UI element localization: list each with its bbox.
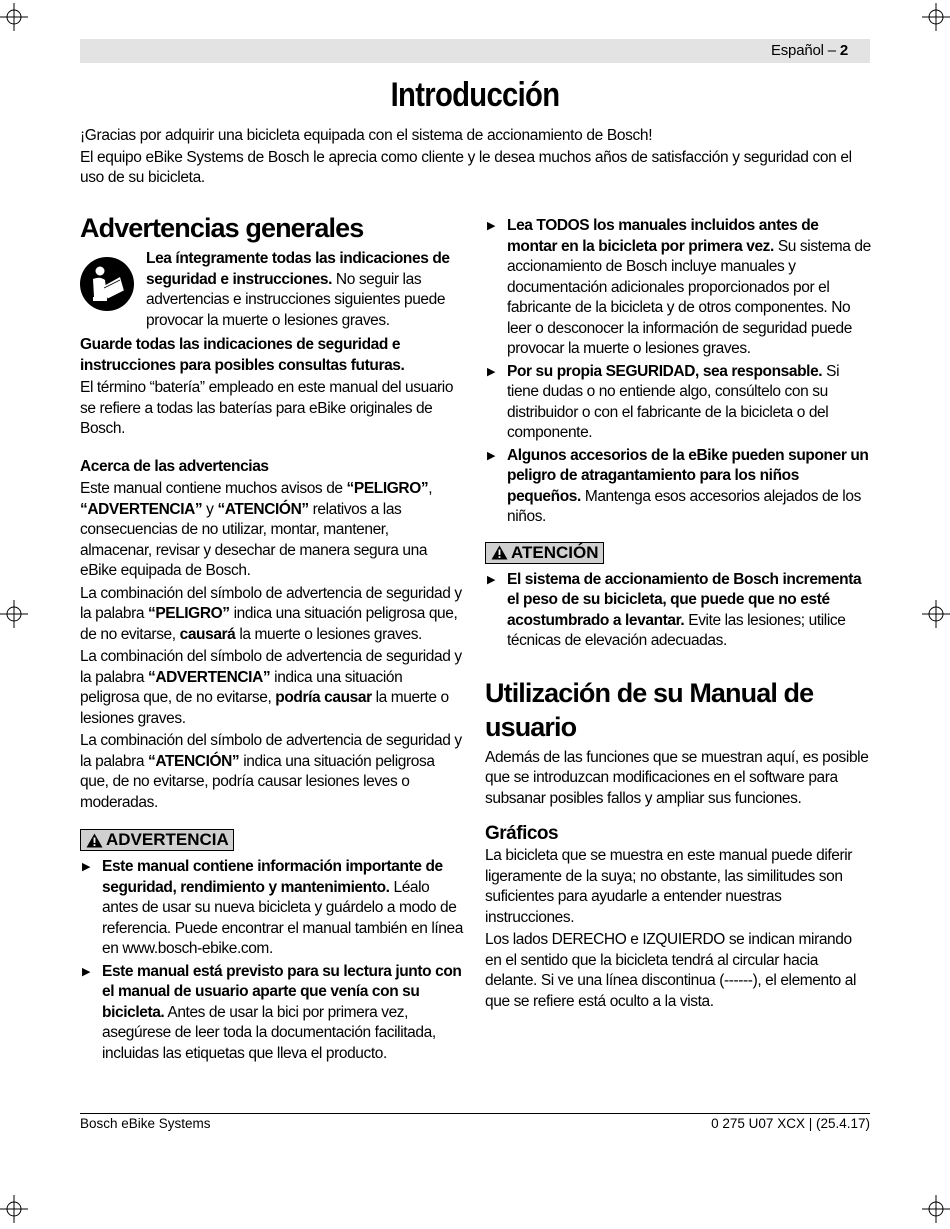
list-item [485, 362, 871, 444]
list-item [485, 446, 871, 528]
text-span: Este manual contiene muchos avisos de [80, 480, 347, 497]
warning-triangle-icon [86, 833, 103, 848]
list-item [80, 857, 464, 960]
list-item [485, 216, 871, 360]
bullet-bold-text: Por su propia SEGURIDAD, sea responsable. [507, 362, 823, 380]
intro-section [80, 126, 870, 190]
caution-label-text: ATENCIÓN [511, 542, 599, 562]
bullet-triangle-icon: ▶ [82, 861, 91, 873]
atencion-term: “ATENCIÓN” [217, 500, 309, 518]
bullet-text: Léalo antes de usar su nueva bicicleta y guárdelo a modo de referencia. Puede encontrar el manual también en línea en www.bosch-ebike.com. [102, 878, 463, 957]
bullet-triangle-icon: ▶ [487, 573, 496, 586]
registration-mark-icon [922, 3, 950, 31]
combination-advertencia-text [80, 647, 464, 729]
bullet-text: Evite las lesiones; utilice técnicas de elevación adecuadas. [507, 611, 846, 649]
read-manual-icon [80, 257, 134, 311]
registration-mark-icon [0, 1195, 28, 1223]
page-title: Introducción [390, 76, 560, 114]
combination-atencion-text [80, 731, 464, 813]
registration-mark-icon [922, 600, 950, 628]
emphasis-term: causará [179, 625, 236, 643]
header-language: Español [770, 42, 824, 59]
graphics-paragraph: La bicicleta que se muestra en este manual puede diferir ligeramente de la suya; no obstante, las similitudes son suficientes para ayudarle a entender nuestras instrucciones. [485, 847, 853, 926]
list-item [80, 962, 464, 1065]
bullet-bold-text: Este manual está previsto para su lectura junto con el manual de usuario aparte que venía con su bicicleta. [102, 962, 462, 1021]
combination-peligro-text [80, 584, 464, 646]
list-item [485, 570, 871, 652]
peligro-term: “PELIGRO” [147, 605, 230, 622]
peligro-term: “PELIGRO” [346, 480, 429, 497]
intro-paragraph: ¡Gracias por adquirir una bicicleta equipada con el sistema de accionamiento de Bosch! [80, 127, 653, 144]
warning-label-text: ADVERTENCIA [106, 830, 229, 849]
registration-mark-icon [0, 3, 28, 31]
text-span: La combinación del símbolo de advertencia de seguridad y la palabra [80, 732, 462, 770]
bullet-bold-text: El sistema de accionamiento de Bosch incrementa el peso de su bicicleta, que puede que no esté acostumbrado a levantar. [507, 570, 862, 629]
bullet-bold-text: Algunos accesorios de la eBike pueden suponer un peligro de atragantamiento para los niños pequeños. [507, 446, 869, 505]
warning-triangle-icon [491, 545, 508, 560]
header-text [771, 42, 848, 60]
registration-mark-icon [922, 1195, 950, 1223]
bullet-triangle-icon: ▶ [487, 365, 496, 378]
text-span: La combinación del símbolo de advertencia de seguridad y la palabra [80, 584, 462, 622]
section-heading: Utilización de su Manual de usuario [485, 677, 814, 742]
read-instructions-text: No seguir las advertencias e instrucciones siguientes puede provocar la muerte o lesiones graves. [146, 270, 446, 329]
text-span: indica una situación peligrosa que, de no evitarse, [80, 605, 458, 643]
text-span: indica una situación peligrosa que, de no evitarse, podría causar lesiones leves o moderadas. [80, 752, 435, 811]
graphics-paragraph: Los lados DERECHO e IZQUIERDO se indican mirando en el sentido que la bicicleta tendrá al circular hacia delante. Si ve una línea discontinua (------), el elemento al que se refiere está oculto a la vista. [485, 931, 857, 1010]
text-span: la muerte o lesiones graves. [80, 689, 449, 727]
keep-instructions-text: Guarde todas las indicaciones de seguridad e instrucciones para posibles consultas futuras. [80, 336, 405, 374]
footer-company: Bosch eBike Systems [80, 1116, 211, 1131]
advertencia-term: “ADVERTENCIA” [147, 668, 271, 686]
left-column [80, 211, 464, 1066]
bullet-triangle-icon: ▶ [487, 449, 496, 462]
footer-divider [80, 1113, 870, 1114]
page-number: 2 [839, 42, 848, 59]
caution-label [485, 542, 604, 564]
right-column [485, 216, 871, 1014]
bullet-text: Antes de usar la bici por primera vez, asegúrese de leer toda la documentación facilitada, incluidas las etiquetas que lleva el producto. [102, 1003, 436, 1062]
text-span: relativos a las consecuencias de no utilizar, montar, mantener, almacenar, revisar y desechar de manera segura una eBike equipada de Bosch. [80, 500, 428, 579]
header-separator: – [823, 42, 840, 59]
read-instructions-block [80, 249, 464, 333]
bullet-bold-text: Lea TODOS los manuales incluidos antes de montar en la bicicleta por primera vez. [507, 217, 819, 255]
about-warnings-text [80, 479, 464, 582]
subheading-about-warnings: Acerca de las advertencias [80, 457, 269, 475]
bullet-bold-text: Este manual contiene información importante de seguridad, rendimiento y mantenimiento. [102, 858, 443, 896]
page-header [80, 39, 870, 63]
text-span: La combinación del símbolo de advertencia de seguridad y la palabra [80, 648, 462, 686]
advertencia-term: “ADVERTENCIA” [80, 500, 203, 518]
bullet-text: Si tiene dudas o no entiende algo, consúltelo con su distribuidor o con el fabricante de la bicicleta o del componente. [507, 362, 840, 441]
read-instructions-bold: Lea íntegramente todas las indicaciones de seguridad e instrucciones. [146, 250, 450, 288]
manual-usage-text: Además de las funciones que se muestran aquí, es posible que se introduzcan modificaciones en el software para subsanar posibles fallos y ampliar sus funciones. [485, 748, 869, 807]
warning-label [80, 829, 234, 851]
emphasis-term: podría causar [275, 689, 372, 706]
battery-text: El término “batería” empleado en este manual del usuario se refiere a todas las baterías para eBike originales de Bosch. [80, 379, 454, 437]
text-span: indica una situación peligrosa que, de no evitarse, [80, 668, 403, 706]
text-span: la muerte o lesiones graves. [235, 625, 422, 643]
registration-mark-icon [0, 600, 28, 628]
footer-doc-number: 0 275 U07 XCX | (25.4.17) [711, 1116, 870, 1131]
atencion-term: “ATENCIÓN” [147, 752, 240, 770]
bullet-triangle-icon: ▶ [82, 965, 91, 978]
text-span: , [428, 480, 433, 497]
bullet-text: Su sistema de accionamiento de Bosch incluye manuales y documentación adicionales proporcionados por el fabricante de la bicicleta y de otros componentes. No leer o desconocer la información de seguridad puede provocar la muerte o lesiones graves. [507, 237, 871, 357]
bullet-triangle-icon: ▶ [487, 220, 496, 232]
bullet-text: Mantenga esos accesorios alejados de los niños. [507, 487, 861, 525]
intro-paragraph: El equipo eBike Systems de Bosch le aprecia como cliente y le desea muchos años de satisfacción y seguridad con el uso de su bicicleta. [80, 148, 852, 186]
section-heading: Advertencias generales [80, 213, 364, 243]
text-span: y [202, 500, 218, 518]
subheading-graphics: Gráficos [485, 823, 559, 844]
